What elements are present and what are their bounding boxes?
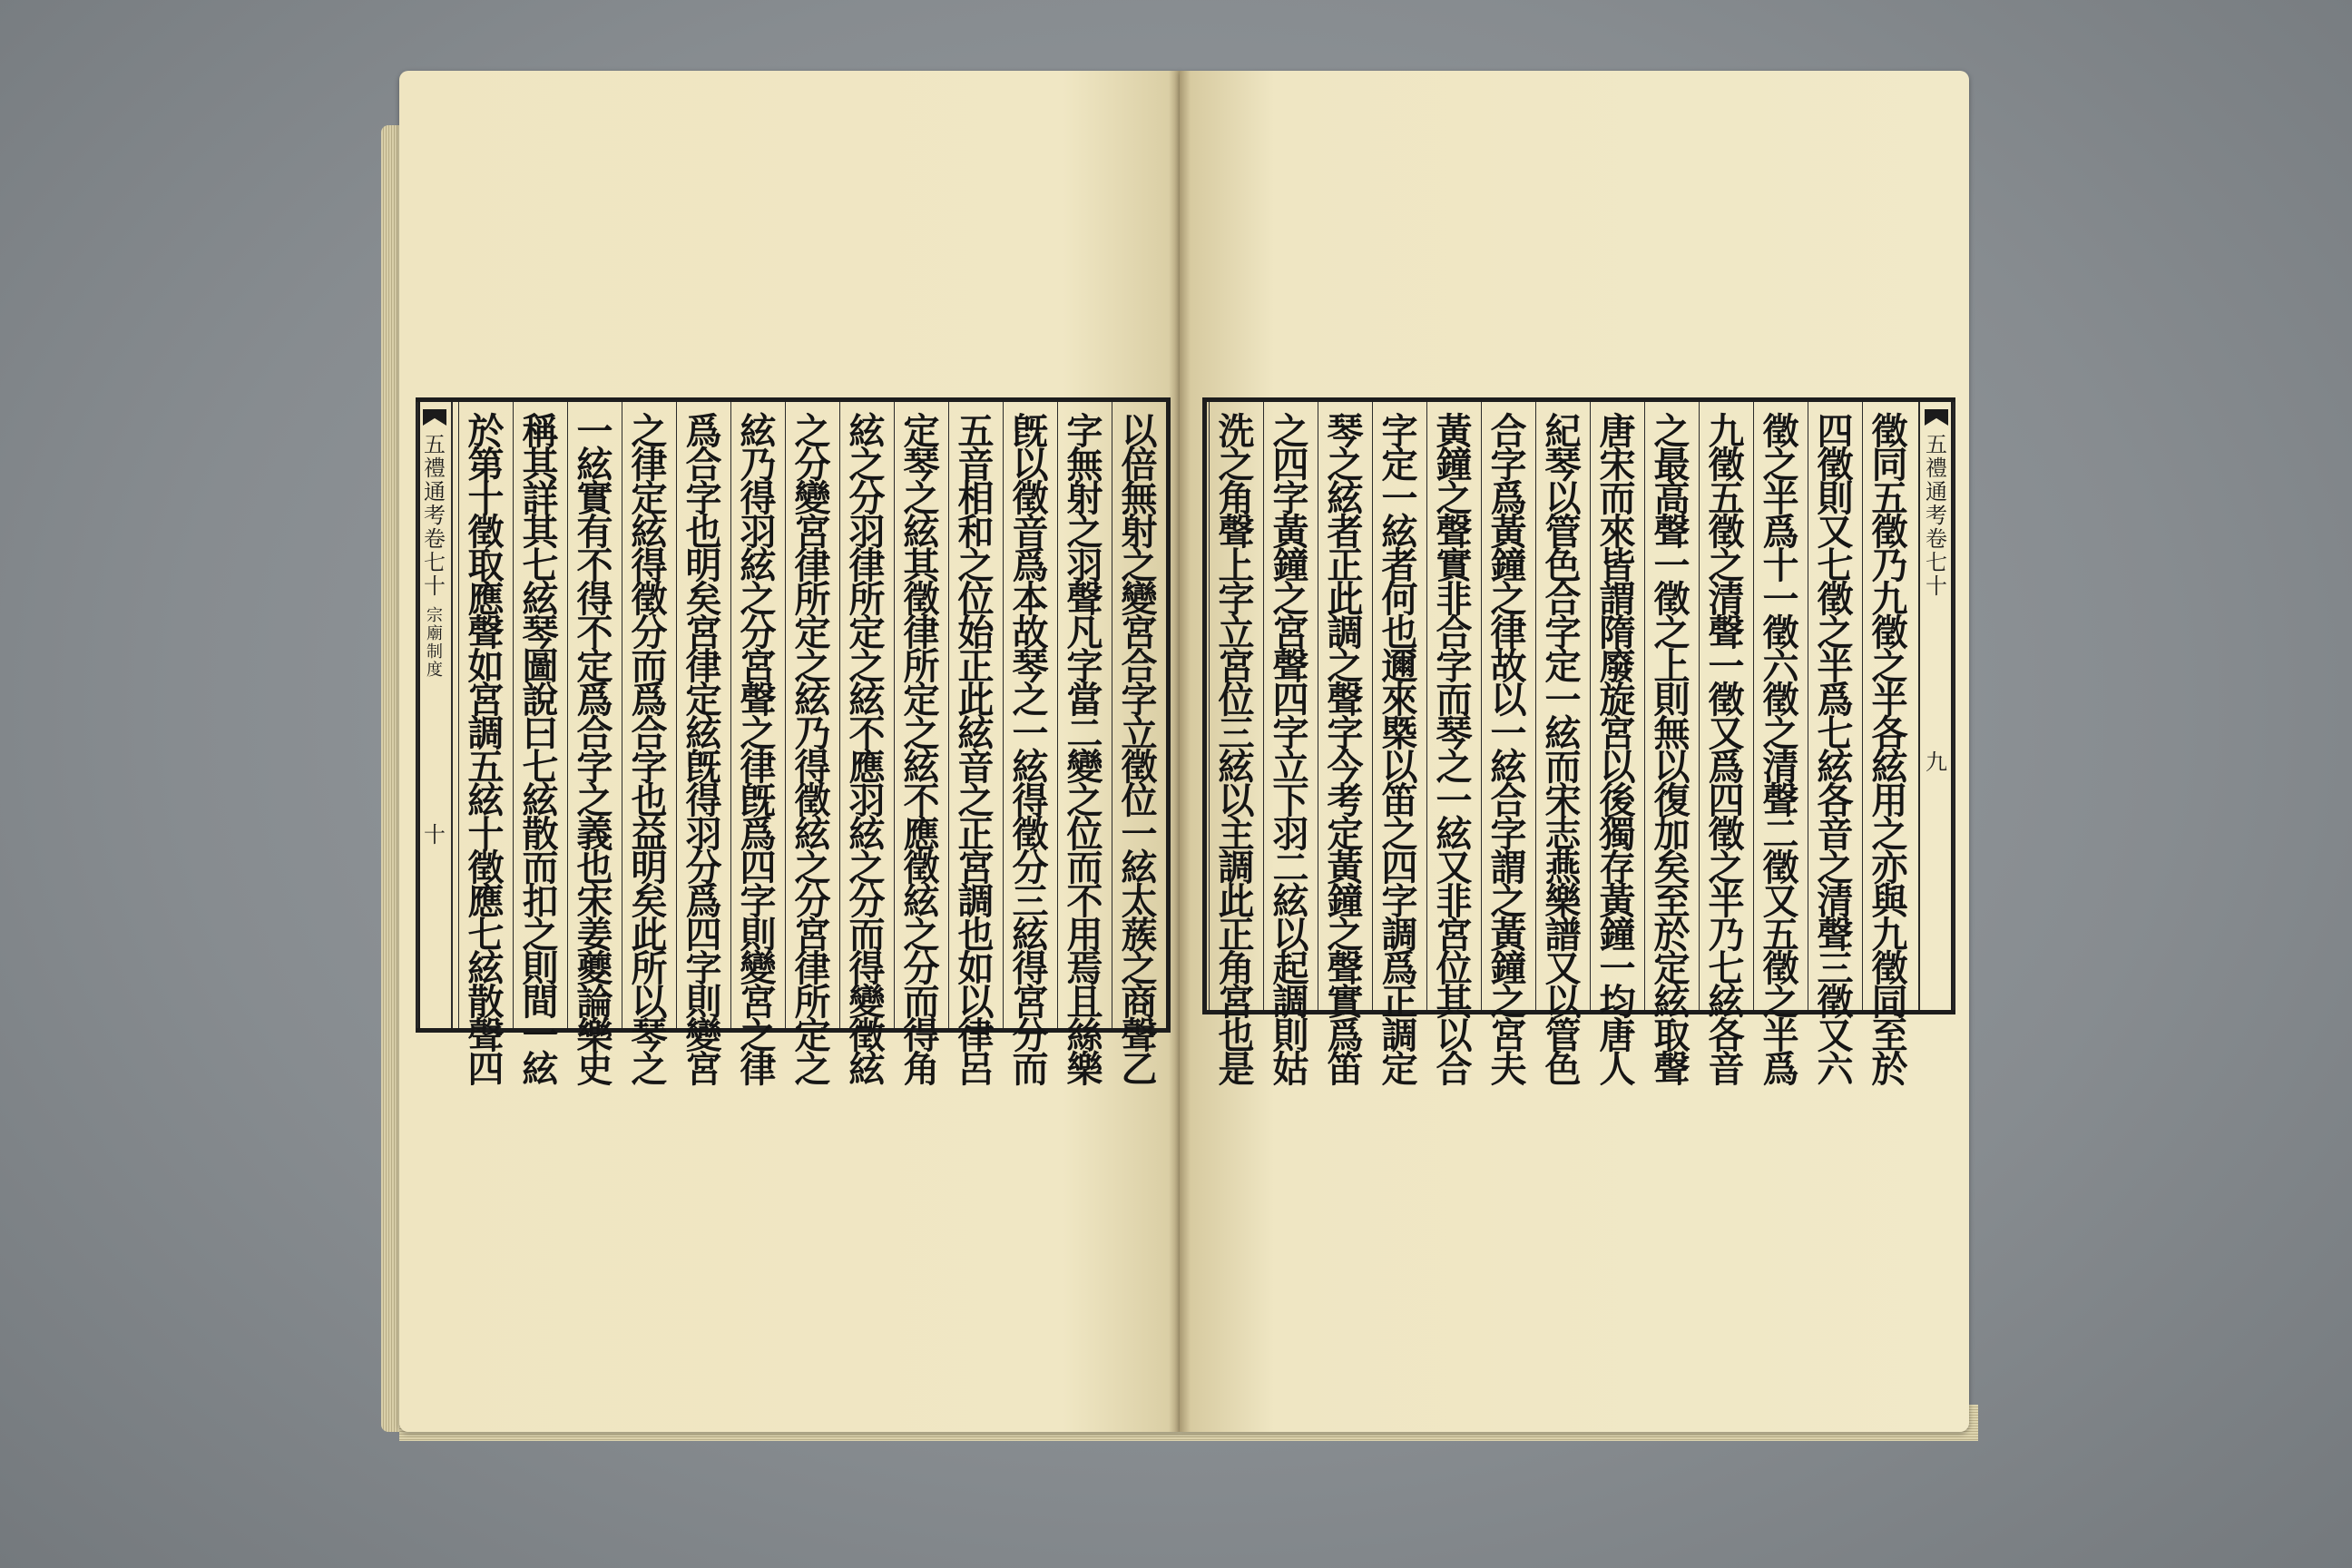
text-column: 徵 同 五 徵 乃 九 徵 之 半 各 絃 用 之 亦 與 九 徵 同 至 於 [1862, 402, 1916, 1010]
text-column: 洗 之 角 聲 上 字 立 宮 位 三 絃 以 主 調 此 正 角 宮 也 是 [1209, 402, 1263, 1010]
text-column: 絃 之 分 羽 律 所 定 之 絃 不 應 羽 絃 之 分 而 得 變 徵 絃 [839, 402, 894, 1028]
right-margin-strip [1918, 402, 1955, 1010]
text-column: 黃 鐘 之 聲 實 非 合 字 而 琴 之 一 絃 又 非 宮 位 其 以 合 [1426, 402, 1481, 1010]
text-column: 字 無 射 之 羽 聲 凡 字 當 二 變 之 位 而 不 用 焉 且 絲 樂 [1057, 402, 1112, 1028]
folio-number: 十 [424, 822, 446, 848]
right-text-block [1202, 397, 1955, 1091]
text-column: 於 第 十 徵 取 應 聲 如 宮 調 五 絃 十 徵 應 七 絃 散 聲 四 [458, 402, 513, 1028]
text-column: 定 琴 之 絃 其 徵 律 所 定 之 絃 不 應 徵 絃 之 分 而 得 角 [894, 402, 948, 1028]
text-column: 四 徵 則 又 七 徵 之 半 爲 七 絃 各 音 之 清 聲 三 徵 又 六 [1808, 402, 1862, 1010]
text-column: 之 分 變 宮 律 所 定 之 絃 乃 得 徵 絃 之 分 宮 律 所 定 之 [785, 402, 839, 1028]
text-column: 稱 其 詳 其 七 絃 琴 圖 說 曰 七 絃 散 而 扣 之 則 間 一 絃 [513, 402, 567, 1028]
text-column: 絃 乃 得 羽 絃 之 分 宮 聲 之 律 旣 爲 四 字 則 變 宮 之 律 [730, 402, 785, 1028]
margin-title: 五 禮 通 考 卷 七 十 [424, 432, 446, 599]
left-text-block [416, 397, 1171, 1091]
text-column: 之 律 定 絃 得 徵 分 而 爲 合 字 也 益 明 矣 此 所 以 琴 之 [622, 402, 676, 1028]
text-column: 一 絃 實 有 不 得 不 定 爲 合 字 之 義 也 宋 姜 夔 論 樂 史 [567, 402, 622, 1028]
text-column: 合 字 爲 黃 鐘 之 律 故 以 一 絃 合 字 謂 之 黃 鐘 之 宮 夫 [1481, 402, 1535, 1010]
text-column: 唐 宋 而 來 皆 謂 隋 廢 旋 宮 以 後 獨 存 黃 鐘 一 均 唐 人 [1590, 402, 1644, 1010]
fishtail-mark [423, 409, 446, 426]
margin-section: 宗 廟 制 度 [426, 606, 443, 680]
text-column: 旣 以 徵 音 爲 本 故 琴 之 一 絃 得 徵 分 三 絃 得 宮 分 而 [1003, 402, 1057, 1028]
text-column: 紀 琴 以 管 色 合 字 定 一 絃 而 宋 志 燕 樂 譜 又 以 管 色 [1535, 402, 1590, 1010]
text-column: 以 倍 無 射 之 變 宮 合 字 立 徵 位 一 絃 太 蔟 之 商 聲 乙 [1112, 402, 1166, 1028]
book-gutter [1169, 71, 1191, 1432]
fishtail-mark [1925, 409, 1948, 426]
text-column: 之 四 字 黃 鐘 之 宮 聲 四 字 立 下 羽 二 絃 以 起 調 則 姑 [1263, 402, 1318, 1010]
text-column: 九 徵 五 徵 之 清 聲 一 徵 又 爲 四 徵 之 半 乃 七 絃 各 音 [1699, 402, 1753, 1010]
folio-number: 九 [1926, 750, 1947, 775]
margin-title: 五 禮 通 考 卷 七 十 [1926, 432, 1947, 599]
open-book [381, 71, 1987, 1468]
text-column: 字 定 一 絃 者 何 也 邇 來 槩 以 笛 之 四 字 調 爲 正 調 定 [1372, 402, 1426, 1010]
text-column: 之 最 高 聲 一 徵 之 上 則 無 以 復 加 矣 至 於 定 絃 取 聲 [1644, 402, 1699, 1010]
text-column: 徵 之 半 爲 十 一 徵 六 徵 之 清 聲 二 徵 又 五 徵 之 半 爲 [1753, 402, 1808, 1010]
text-column: 五 音 相 和 之 位 始 正 此 絃 音 之 正 宮 調 也 如 以 律 呂 [948, 402, 1003, 1028]
left-margin-strip [416, 402, 453, 1028]
text-column: 琴 之 絃 者 正 此 調 之 聲 字 今 考 定 黃 鐘 之 聲 實 爲 笛 [1318, 402, 1372, 1010]
text-column: 爲 合 字 也 明 矣 宮 律 定 絃 旣 得 羽 分 爲 四 字 則 變 宮 [676, 402, 730, 1028]
